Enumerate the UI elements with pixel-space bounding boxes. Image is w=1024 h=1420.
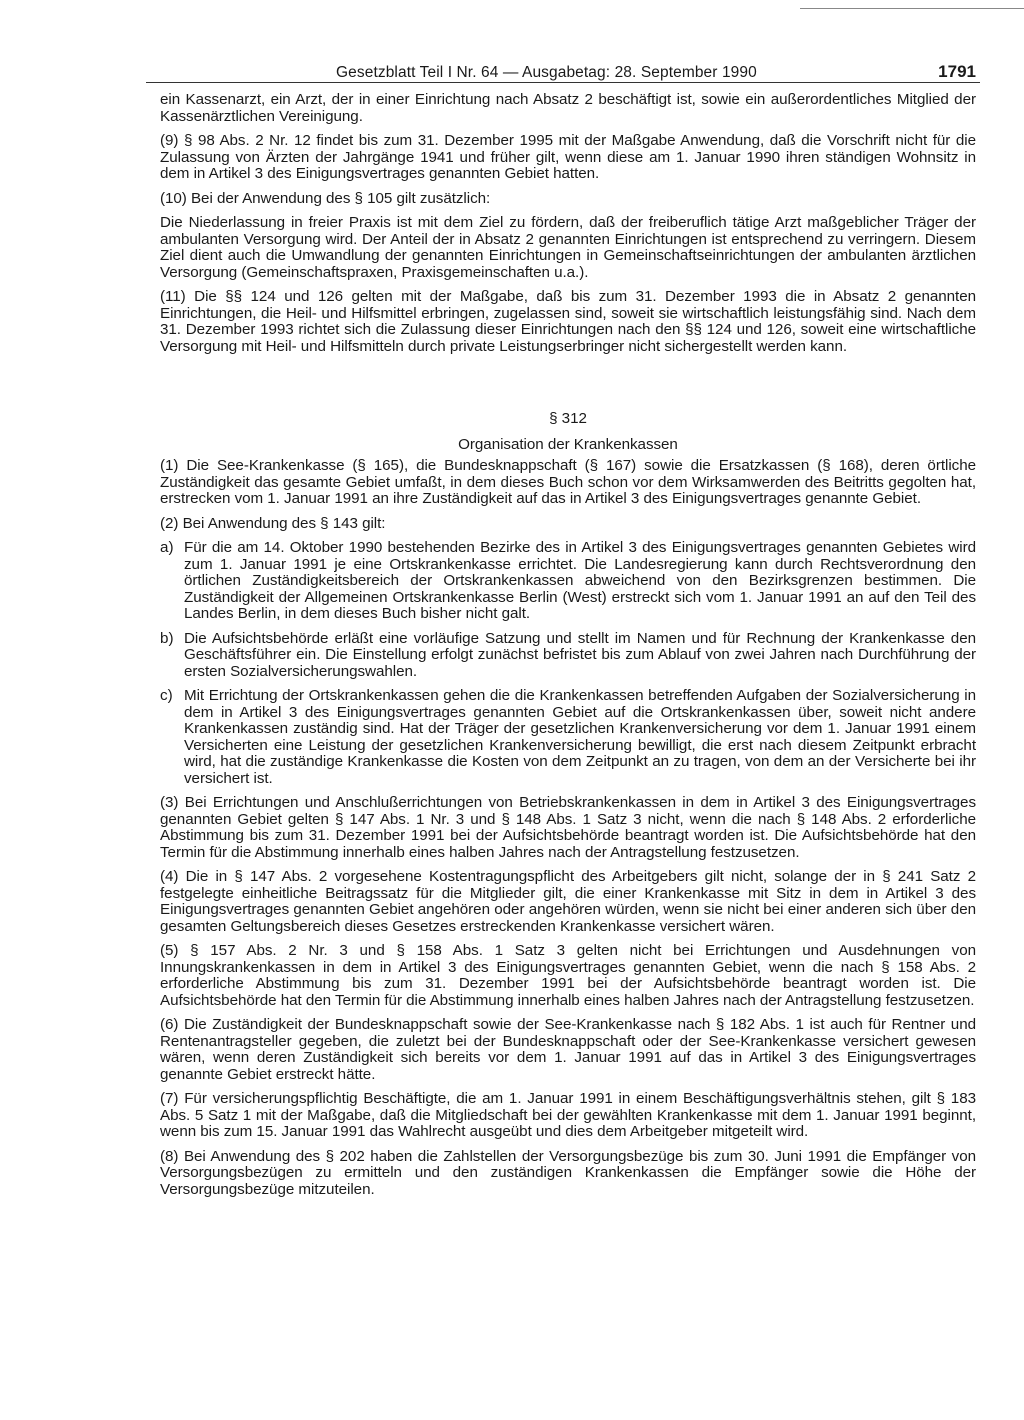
paragraph-9: (9) § 98 Abs. 2 Nr. 12 findet bis zum 31. Dezember 1995 mit der Maßgabe Anwendung, daß die Vorschrift nicht für die Zulassung von Ärzten der Jahrgänge 1941 und früher gilt, wenn diese am 1. Januar 1990 ihren ständigen Wohnsitz in dem in Artikel 3 des Einigungsvertrages genannten Gebiet hatten. [160,132,976,182]
section-paragraph-7: (7) Für versicherungspflichtig Beschäftigte, die am 1. Januar 1991 in einem Beschäftigungsverhältnis stehen, gilt § 183 Abs. 5 Satz 1 mit der Maßgabe, daß die Mitgliedschaft bei der gewählten Krankenkasse mit dem 1. Januar 1991 beginnt, wenn bis zum 15. Januar 1991 das Wahlrecht ausgeübt und dies dem Arbeitgeber mitgeteilt wird. [160,1090,976,1140]
list-item-label: b) [160,629,174,647]
page-edge-line [800,8,1024,9]
paragraph-10: (10) Bei der Anwendung des § 105 gilt zusätzlich: [160,189,491,207]
paragraph-continuation: ein Kassenarzt, ein Arzt, der in einer Einrichtung nach Absatz 2 beschäftigt ist, sowie ein außerordentliches Mitglied der Kassenärztlichen Vereinigung. [160,91,976,125]
list-item-a [160,540,976,623]
header-title: Gesetzblatt Teil I Nr. 64 — Ausgabetag: 28. September 1990 [336,64,757,81]
list-item-c [160,688,976,787]
paragraph-10-body: Die Niederlassung in freier Praxis ist mit dem Ziel zu fördern, daß der freiberuflich tätige Arzt maßgeblicher Träger der ambulanten Versorgung wird. Der Anteil der in Absatz 2 genannten Einrichtungen ist entsprechend zu verringern. Diesem Ziel dient auch die Umwandlung der genannten Einrichtungen in Gemeinschaftseinrichtungen der ambulanten ärztlichen Versorgung (Gemeinschaftspraxen, Praxisgemeinschaften u.a.). [160,214,976,281]
section-paragraph-8: (8) Bei Anwendung des § 202 haben die Zahlstellen der Versorgungsbezüge bis zum 30. Juni 1991 die Empfänger von Versorgungsbezügen zu ermitteln und den zuständigen Krankenkassen die Empfänger sowie die Höhe der Versorgungsbezüge mitzuteilen. [160,1147,976,1198]
section-paragraph-2: (2) Bei Anwendung des § 143 gilt: [160,514,386,532]
section-title: Organisation der Krankenkassen [458,435,678,453]
document-page [160,56,976,1206]
list-item-label: a) [160,539,174,556]
list-item-text: Für die am 14. Oktober 1990 bestehenden Bezirke des in Artikel 3 des Einigungsvertrages genannten Gebietes wird zum 1. Januar 1991 je eine Ortskrankenkasse errichtet. Die Landesregierung kann durch Rechtsverordnung den örtlichen Zuständigkeitsbereich der Ortskrankenkassen abweichend von den Bezirksgrenzen bestimmen. Die Zuständigkeit der Allgemeinen Ortskrankenkasse Berlin (West) erstreckt sich vom 1. Januar 1991 an auf den Teil des Landes Berlin, in dem dieses Buch bisher nicht galt. [184,539,976,622]
section-paragraph-4: (4) Die in § 147 Abs. 2 vorgesehene Kostentragungspflicht des Arbeitgebers gilt nicht, solange der in § 241 Satz 2 festgelegte einheitliche Beitragssatz für die Mitglieder gilt, die einer Krankenkasse mit Sitz in dem in Artikel 3 des Einigungsvertrages genannten Gebiet angehören oder angehören würden, wenn sie nicht bei einer anderen sich über den gesamten Geltungsbereich dieses Gesetzes erstreckenden Krankenkasse versichert wären. [160,868,976,935]
page-header [160,56,976,86]
list-item-b [160,631,976,681]
section-number: § 312 [549,410,587,427]
section-paragraph-3: (3) Bei Errichtungen und Anschlußerrichtungen von Betriebskrankenkassen in dem in Artikel 3 des Einigungsvertrages genannten Gebiet gelten § 147 Abs. 1 Nr. 3 und § 148 Abs. 1 Satz 3 nicht, wenn die nach § 148 Abs. 2 erforderliche Abstimmung bis zum 31. Dezember 1991 bei der Aufsichtsbehörde beantragt worden ist. Die Aufsichtsbehörde hat den Termin für die Abstimmung innerhalb eines halben Jahres nach der Antragstellung festzusetzen. [160,794,976,861]
paragraph-11: (11) Die §§ 124 und 126 gelten mit der Maßgabe, daß bis zum 31. Dezember 1993 die in Absatz 2 genannten Einrichtungen, die Heil- und Hilfsmittel erbringen, zugelassen sind, soweit sie wirtschaftlich leistungsfähig sind. Nach dem 31. Dezember 1993 richtet sich die Zulassung dieser Einrichtungen nach den §§ 124 und 126, soweit eine wirtschaftliche Versorgung mit Heil- und Hilfsmitteln durch private Leistungserbringer nicht sichergestellt werden kann. [160,288,976,355]
section-paragraph-6: (6) Die Zuständigkeit der Bundesknappschaft sowie der See-Krankenkasse nach § 182 Abs. 1 ist auch für Rentner und Rentenantragsteller gegeben, die zuletzt bei der Bundesknappschaft oder der See-Krankenkasse versichert gewesen wären, wenn deren Zuständigkeit sich bereits vor dem 1. Januar 1991 auf das in Artikel 3 des Einigungsvertrages genannte Gebiet erstreckt hätte. [160,1016,976,1083]
section-paragraph-5: (5) § 157 Abs. 2 Nr. 3 und § 158 Abs. 1 Satz 3 gelten nicht bei Errichtungen und Ausdehnungen von Innungskrankenkassen in dem in Artikel 3 des Einigungsvertrages genannten Gebiet, wenn die nach § 158 Abs. 2 erforderliche Abstimmung bis zum 31. Dezember 1991 bei der Aufsichtsbehörde beantragt worden ist. Die Aufsichtsbehörde hat den Termin für die Abstimmung innerhalb eines halben Jahres nach der Antragstellung festzusetzen. [160,942,976,1009]
list-item-label: c) [160,687,173,704]
page-number: 1791 [938,62,976,81]
list-item-text: Die Aufsichtsbehörde erläßt eine vorläufige Satzung und stellt im Namen und für Rechnung der Krankenkasse den Geschäftsführer ein. Die Einstellung erfolgt zunächst befristet bis zum Ablauf von zwei Jahren nach Durchführung der ersten Sozialversicherungswahlen. [184,629,976,680]
section-paragraph-1: (1) Die See-Krankenkasse (§ 165), die Bundesknappschaft (§ 167) sowie die Ersatzkassen (§ 168), deren örtliche Zuständigkeit das gesamte Gebiet umfaßt, in dem dieses Buch schon vor dem Wirksamwerden des Beitritts gegolten hat, erstrecken vom 1. Januar 1991 an ihre Zuständigkeit auf das in Artikel 3 des Einigungsvertrages genannte Gebiet. [160,457,976,507]
header-rule [146,82,980,83]
list-item-text: Mit Errichtung der Ortskrankenkassen gehen die die Krankenkassen betreffenden Aufgaben der Sozialversicherung in dem in Artikel 3 des Einigungsvertrages genannten Gebiet auf die Ortskrankenkassen über, soweit nicht andere Krankenkassen zuständig sind. Hat der Träger der gesetzlichen Krankenversicherung vor dem 1. Januar 1991 einem Versicherten eine Leistung der gesetzlichen Krankenversicherung bewilligt, die erst nach diesem Zeitpunkt erbracht wird, hat die zuständige Krankenkasse die Kosten von dem Zeitpunkt an zu tragen, von dem an der Versicherte bei ihr versichert ist. [184,687,976,787]
